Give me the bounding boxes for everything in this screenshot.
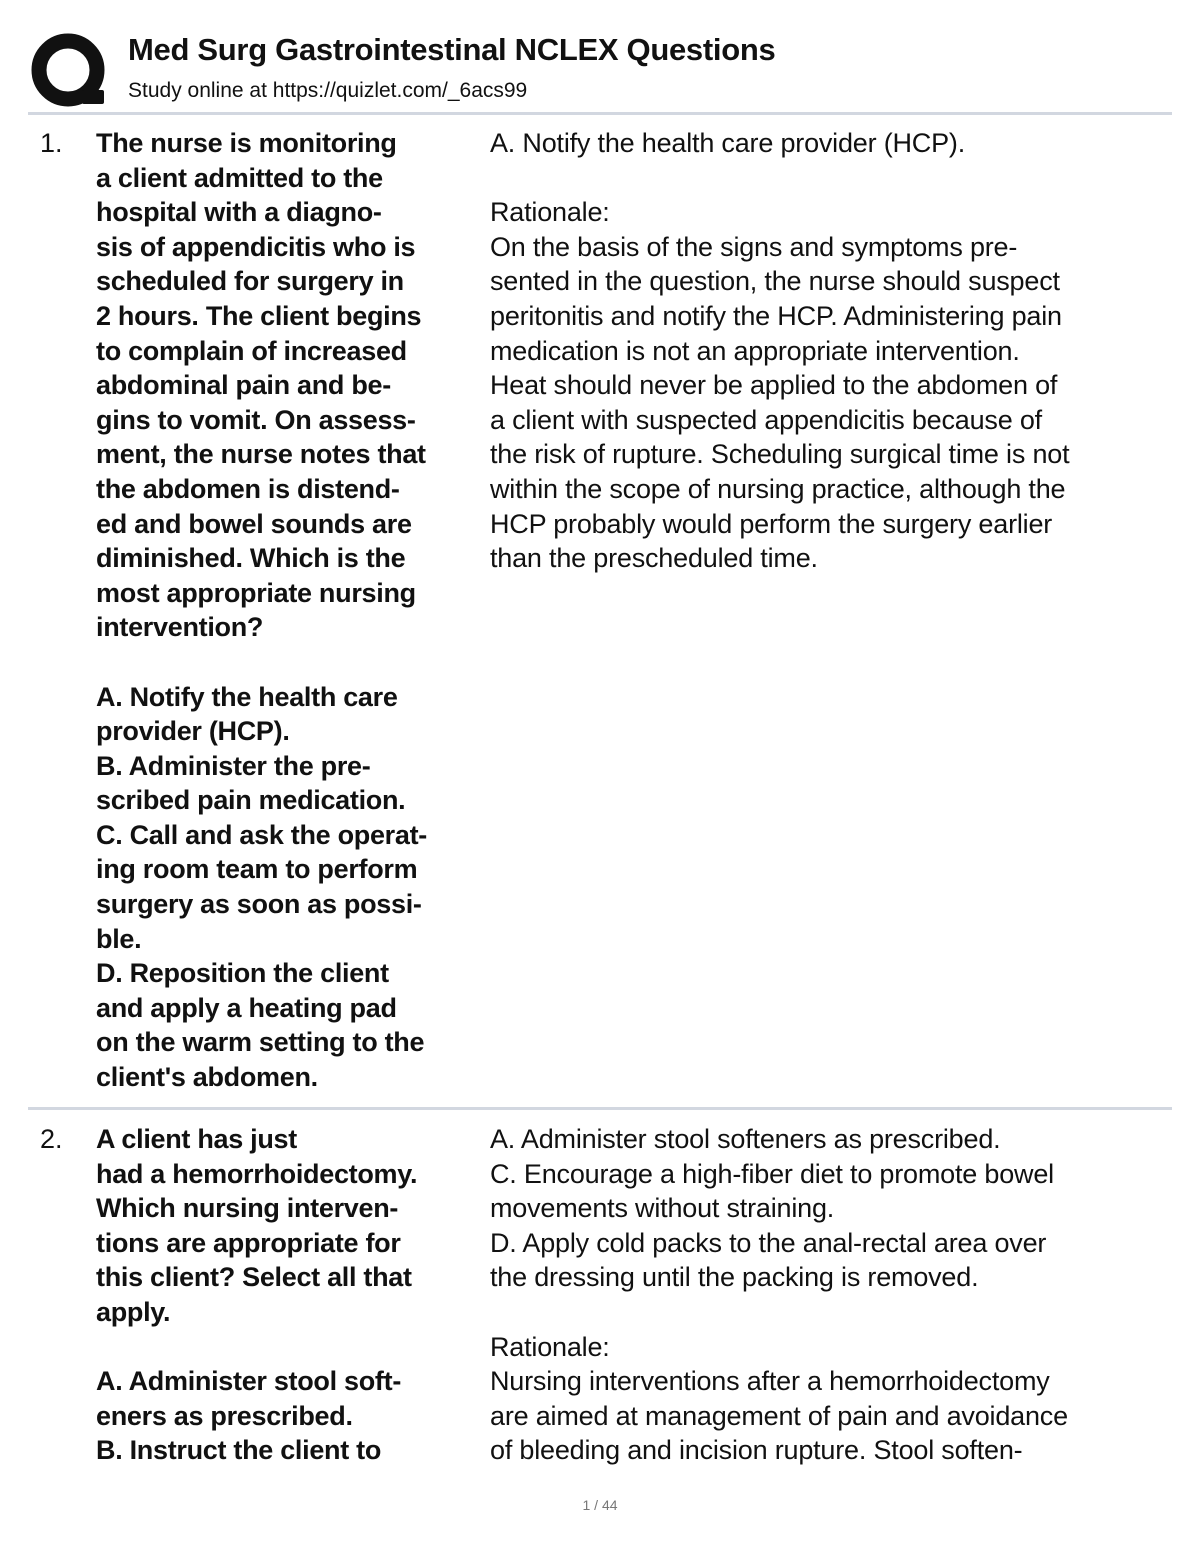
question-number: 1. <box>40 128 63 158</box>
page-number: 1 / 44 <box>582 1497 618 1513</box>
answer-text: A. Administer stool softeners as prescribed. C. Encourage a high-fiber diet to promote bowel movements without straining. D. Apply cold packs to the anal-rectal area over the dressing until the packing is removed. Rationale: Nursing interventions after a hemorrhoidectomy are aimed at management of pain and avoidance of bleeding and incision rupture. Stool soften- <box>490 1124 1068 1466</box>
header-divider <box>28 112 1172 115</box>
question-card-2 <box>28 1122 1172 1482</box>
document-title: Med Surg Gastrointestinal NCLEX Questions <box>128 32 776 67</box>
card-divider <box>28 1107 1172 1110</box>
question-text: The nurse is monitoring a client admitted to the hospital with a diagno- sis of appendicitis who is scheduled for surgery in 2 hours. The client begins to complain of increased abdominal pain and be- gins to vomit. On assess- ment, the nurse notes that the abdomen is distend- ed and bowel sounds are diminished. Which is the most appropriate nursing intervention? A. Notify the health care provider (HCP). B. Administer the pre- scribed pain medication. C. Call and ask the operat- ing room team to perform surgery as soon as possi- ble. D. Reposition the client and apply a heating pad on the warm setting to the client's abdomen. <box>96 128 427 1093</box>
question-number: 2. <box>40 1124 63 1154</box>
header <box>30 28 1170 108</box>
answer-text: A. Notify the health care provider (HCP). Rationale: On the basis of the signs and symptoms pre- sented in the question, the nurse should suspect peritonitis and notify the HCP. Administering pain medication is not an appropriate intervention. Heat should never be applied to the abdomen of a client with suspected appendicitis because of the risk of rupture. Scheduling surgical time is not within the scope of nursing practice, although the HCP probably would perform the surgery earlier than the prescheduled time. <box>490 128 1070 574</box>
question-card-1 <box>28 126 1172 1096</box>
quizlet-logo-icon <box>30 32 110 112</box>
document-subtitle: Study online at https://quizlet.com/_6acs99 <box>128 79 528 102</box>
question-text: A client has just had a hemorrhoidectomy. Which nursing interven- tions are appropriate for this client? Select all that apply. A. Administer stool soft- eners as prescribed. B. Instruct the client to <box>96 1124 418 1466</box>
